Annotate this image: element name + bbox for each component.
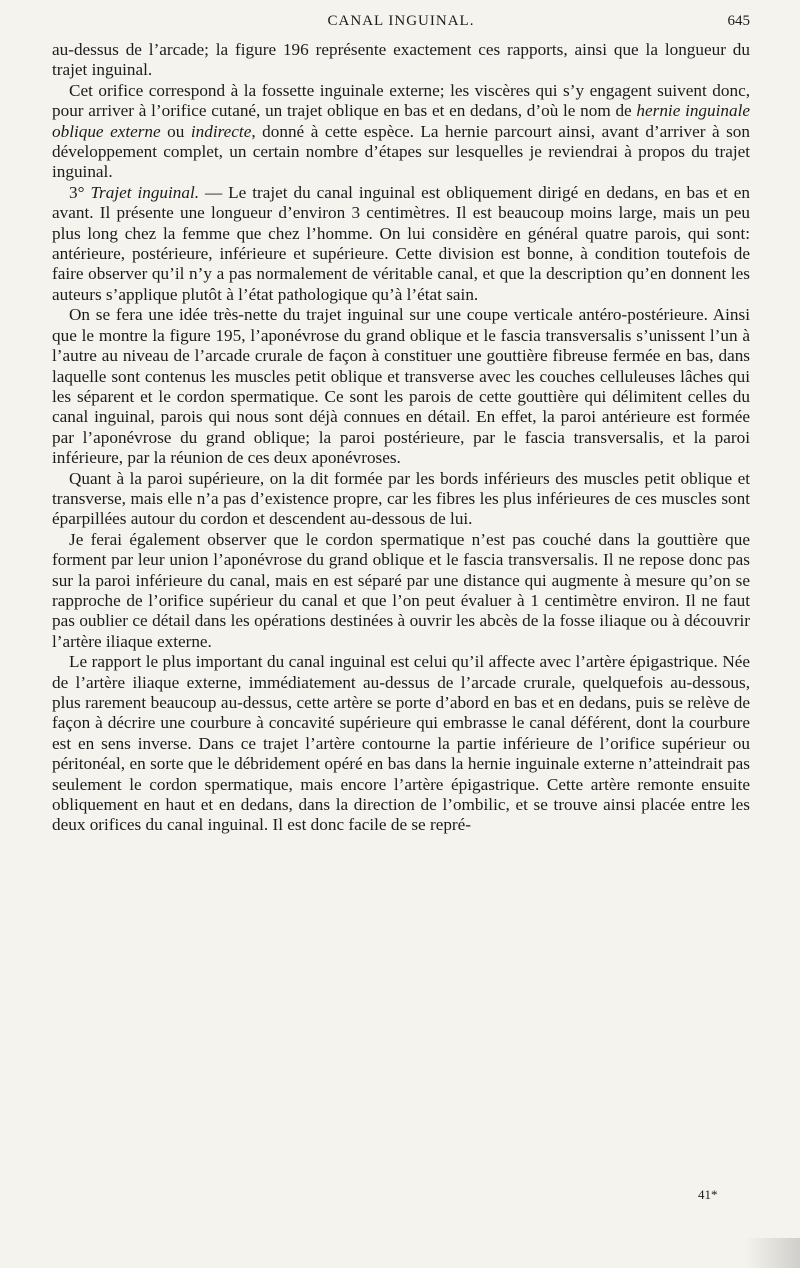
page-edge-shadow [745,1238,800,1268]
paragraph: On se fera une idée très-nette du trajet inguinal sur une coupe verticale antéro-postérieure. Ainsi que le montre la figure 195, l’aponévrose du grand oblique et le fascia transversalis s’unissent l’un à l’autre au niveau de l’arcade crurale de façon à constituer une gouttière fibreuse fermée en bas, dans laquelle sont contenus les muscles petit oblique et transverse avec les couches celluleuses lâches qui les séparent et le cordon spermatique. Ce sont les parois de cette gouttière qui délimitent celles du canal inguinal, parois qui nous sont déjà connues en détail. En effet, la paroi antérieure est formée par l’aponévrose du grand oblique; la paroi postérieure, par le fascia transversalis, et la paroi inférieure, par la réunion de ces deux aponévroses. [52,305,750,468]
body-text [52,40,750,836]
page-number: 645 [727,13,750,29]
paragraph: Quant à la paroi supérieure, on la dit formée par les bords inférieurs des muscles petit oblique et transverse, mais elle n’a pas d’existence propre, car les fibres les plus inférieures de ces muscles sont éparpillées autour du cordon et descendent au-dessous de lui. [52,468,750,529]
section-heading: Trajet inguinal. [90,182,200,202]
paragraph: Je ferai également observer que le cordon spermatique n’est pas couché dans la gouttière que forment par leur union l’aponévrose du grand oblique et le fascia transversalis. Il ne repose donc pas sur la paroi inférieure du canal, mais en est séparé par une distance qui augmente à mesure qu’on se rapproche de l’orifice supérieur du canal et que l’on peut évaluer à 1 centimètre environ. Il ne faut pas oublier ce détail dans les opérations destinées à ouvrir les abcès de la fosse iliaque ou à découvrir l’artère iliaque externe. [52,529,750,651]
italic-term: hernie inguinale oblique externe [52,101,750,141]
running-title: CANAL INGUINAL. [327,13,475,29]
paragraph: Le rapport le plus important du canal inguinal est celui qu’il affecte avec l’artère épigastrique. Née de l’artère iliaque externe, immédiatement au-dessus de l’arcade crurale, quelquefois au-dessous, plus rarement beaucoup au-dessus, cette artère se porte d’abord en bas et en dedans, puis se relève de façon à décrire une courbure à concavité supérieure qui embrasse le canal déférent, dont la courbure est en sens inverse. Dans ce trajet l’artère contourne la partie inférieure de l’orifice supérieur ou péritonéal, en sorte que le débridement opéré en bas dans la hernie inguinale externe n’atteindrait pas seulement le cordon spermatique, mais encore l’artère épigastrique. Cette artère remonte ensuite obliquement en haut et en dedans, dans la direction de l’ombilic, et se trouve ainsi placée entre les deux orifices du canal inguinal. Il est donc facile de se repré- [52,652,750,835]
section-paragraph: 3° Trajet inguinal. — Le trajet du canal inguinal est obliquement dirigé en dedans, en bas et en avant. Il présente une longueur d’environ 3 centimètres. Il est beaucoup moins large, mais un peu plus long chez la femme que chez l’homme. On lui considère en général quatre parois, qui sont: antérieure, postérieure, inférieure et supérieure. Cette division est bonne, à condition toutefois de faire observer qu’il n’y a pas normalement de véritable canal, et que la description qu’en donnent les auteurs s’applique plutôt à l’état pathologique qu’à l’état sain. [52,182,750,304]
paragraph: au-dessus de l’arcade; la figure 196 représente exactement ces rapports, ainsi que la longueur du trajet inguinal. [52,40,750,80]
paragraph: Cet orifice correspond à la fossette inguinale externe; les viscères qui s’y engagent suivent donc, pour arriver à l’orifice cutané, un trajet oblique en bas et en dedans, d’où le nom de hernie inguinale oblique externe ou indirecte, donné à cette espèce. La hernie parcourt ainsi, avant d’arriver à son développement complet, un certain nombre d’étapes sur lesquelles je reviendrai à propos du trajet inguinal. [52,80,750,182]
italic-term: indirecte [190,121,252,141]
signature-mark: 41* [698,1187,718,1202]
running-header [52,10,750,36]
section-number: 3° [69,182,85,202]
